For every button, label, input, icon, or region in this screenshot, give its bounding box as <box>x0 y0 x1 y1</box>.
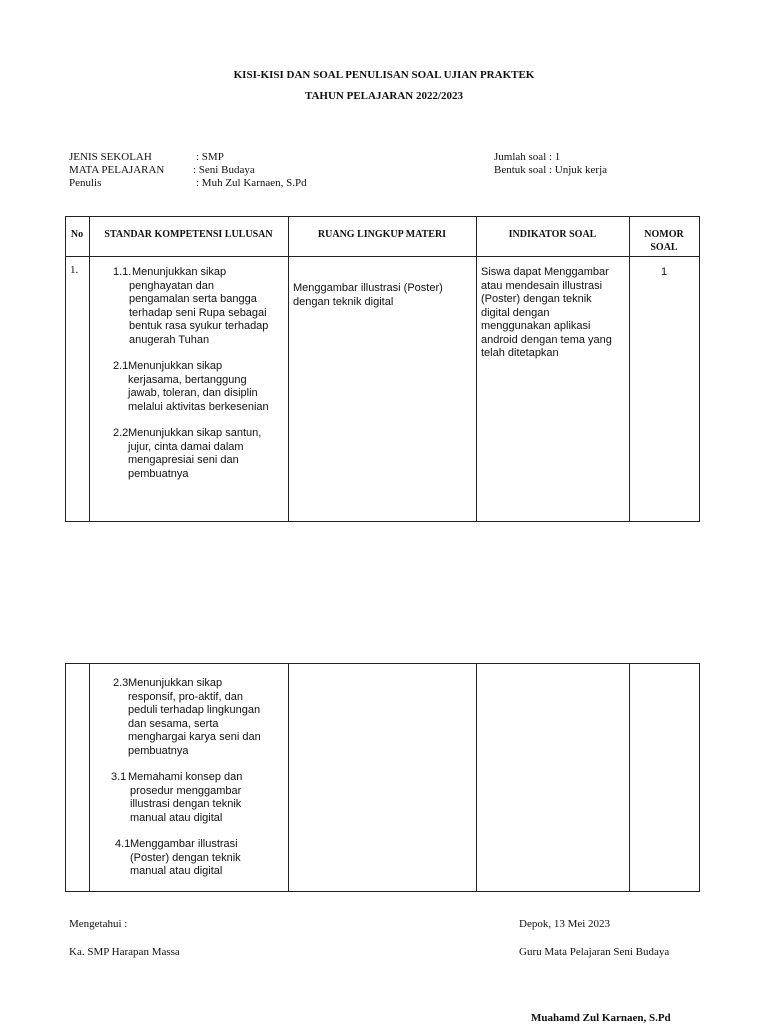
kompetensi-text-line: (Poster) dengan teknik <box>130 851 241 864</box>
header-no: No <box>70 229 84 240</box>
kompetensi-text-line: pembuatnya <box>128 744 189 757</box>
penulis-label: Penulis <box>69 177 102 189</box>
kompetensi-text-line: melalui aktivitas berkesenian <box>128 400 269 413</box>
kompetensi-text-line: peduli terhadap lingkungan <box>128 704 261 716</box>
indikator-line: (Poster) dengan teknik <box>481 293 592 305</box>
kompetensi-text-line: penghayatan dan <box>129 279 215 292</box>
ruang-lingkup-line: dengan teknik digital <box>293 295 394 308</box>
document-title: KISI-KISI DAN SOAL PENULISAN SOAL UJIAN PRAKTEK <box>233 69 535 81</box>
kompetensi-text-line: terhadap seni Rupa sebagai <box>129 306 267 319</box>
kompetensi-text-line: pengamalan serta bangga <box>129 293 257 305</box>
kompetensi-number: 2.3 <box>113 677 129 689</box>
kompetensi-text-line: Menunjukkan sikap <box>132 266 227 278</box>
header-ruang-lingkup: RUANG LINGKUP MATERI <box>317 229 447 240</box>
kompetensi-number: 1.1. <box>113 266 132 278</box>
jenis-sekolah-value: : SMP <box>196 151 224 163</box>
kompetensi-text-line: jawab, toleran, dan disiplin <box>128 387 258 399</box>
signature-name: Muahamd Zul Karnaen, S.Pd <box>531 1012 671 1024</box>
indikator-line: menggunakan aplikasi <box>481 320 591 332</box>
bentuk-soal: Bentuk soal : Unjuk kerja <box>494 164 608 176</box>
kompetensi-number: 2.2 <box>113 427 129 439</box>
nomor-soal: 1 <box>660 266 668 278</box>
kompetensi-number: 3.1 <box>111 771 127 783</box>
kompetensi-text-line: menghargai karya seni dan <box>128 731 261 743</box>
guru-label: Guru Mata Pelajaran Seni Budaya <box>519 946 670 958</box>
kompetensi-text-line: kerjasama, bertanggung <box>128 373 247 386</box>
indikator-line: atau mendesain illustrasi <box>481 279 603 292</box>
header-nomor: NOMOR <box>644 229 684 240</box>
kompetensi-text-line: Menunjukkan sikap <box>128 677 223 689</box>
kompetensi-text-line: Menunjukkan sikap <box>128 360 223 372</box>
kepala-sekolah-label: Ka. SMP Harapan Massa <box>69 946 180 958</box>
kompetensi-text-line: anugerah Tuhan <box>129 333 210 346</box>
place-date: Depok, 13 Mei 2023 <box>519 918 611 930</box>
kompetensi-text-line: manual atau digital <box>130 811 223 824</box>
kompetensi-text-line: illustrasi dengan teknik <box>130 798 242 810</box>
kompetensi-text-line: Menunjukkan sikap santun, <box>128 427 262 439</box>
header-indikator-soal: INDIKATOR SOAL <box>508 229 597 240</box>
kompetensi-text-line: jujur, cinta damai dalam <box>128 440 244 453</box>
jenis-sekolah-label: JENIS SEKOLAH <box>69 151 152 163</box>
indikator-line: Siswa dapat Menggambar <box>481 266 609 278</box>
kompetensi-text-line: bentuk rasa syukur terhadap <box>129 320 269 332</box>
document-subtitle: TAHUN PELAJARAN 2022/2023 <box>304 90 464 102</box>
kompetensi-text-line: Menggambar illustrasi <box>130 838 238 850</box>
header-standar-kompetensi: STANDAR KOMPETENSI LULUSAN <box>104 229 273 240</box>
kompetensi-text-line: mengapresiai seni dan <box>128 454 239 466</box>
kompetensi-text-line: manual atau digital <box>130 865 223 877</box>
kompetensi-text-line: responsif, pro-aktif, dan <box>128 690 243 703</box>
kompetensi-number: 2.1 <box>113 360 129 372</box>
kompetensi-text-line: dan sesama, serta <box>128 717 219 730</box>
kompetensi-text-line: pembuatnya <box>128 467 189 480</box>
indikator-line: digital dengan <box>481 306 550 319</box>
kompetensi-text-line: Memahami konsep dan <box>128 771 243 783</box>
kompetensi-text-line: prosedur menggambar <box>130 784 242 797</box>
mata-pelajaran-label: MATA PELAJARAN <box>69 164 165 176</box>
header-soal: SOAL <box>650 242 678 253</box>
indikator-line: android dengan tema yang <box>481 333 612 346</box>
indikator-line: telah ditetapkan <box>481 347 559 359</box>
penulis-value: : Muh Zul Karnaen, S.Pd <box>196 177 307 189</box>
mengetahui-label: Mengetahui : <box>69 918 128 930</box>
mata-pelajaran-value: : Seni Budaya <box>193 164 255 176</box>
ruang-lingkup-line: Menggambar illustrasi (Poster) <box>293 282 443 294</box>
jumlah-soal: Jumlah soal : 1 <box>494 151 561 163</box>
row-number: 1. <box>70 264 79 276</box>
kompetensi-number: 4.1 <box>115 838 131 850</box>
